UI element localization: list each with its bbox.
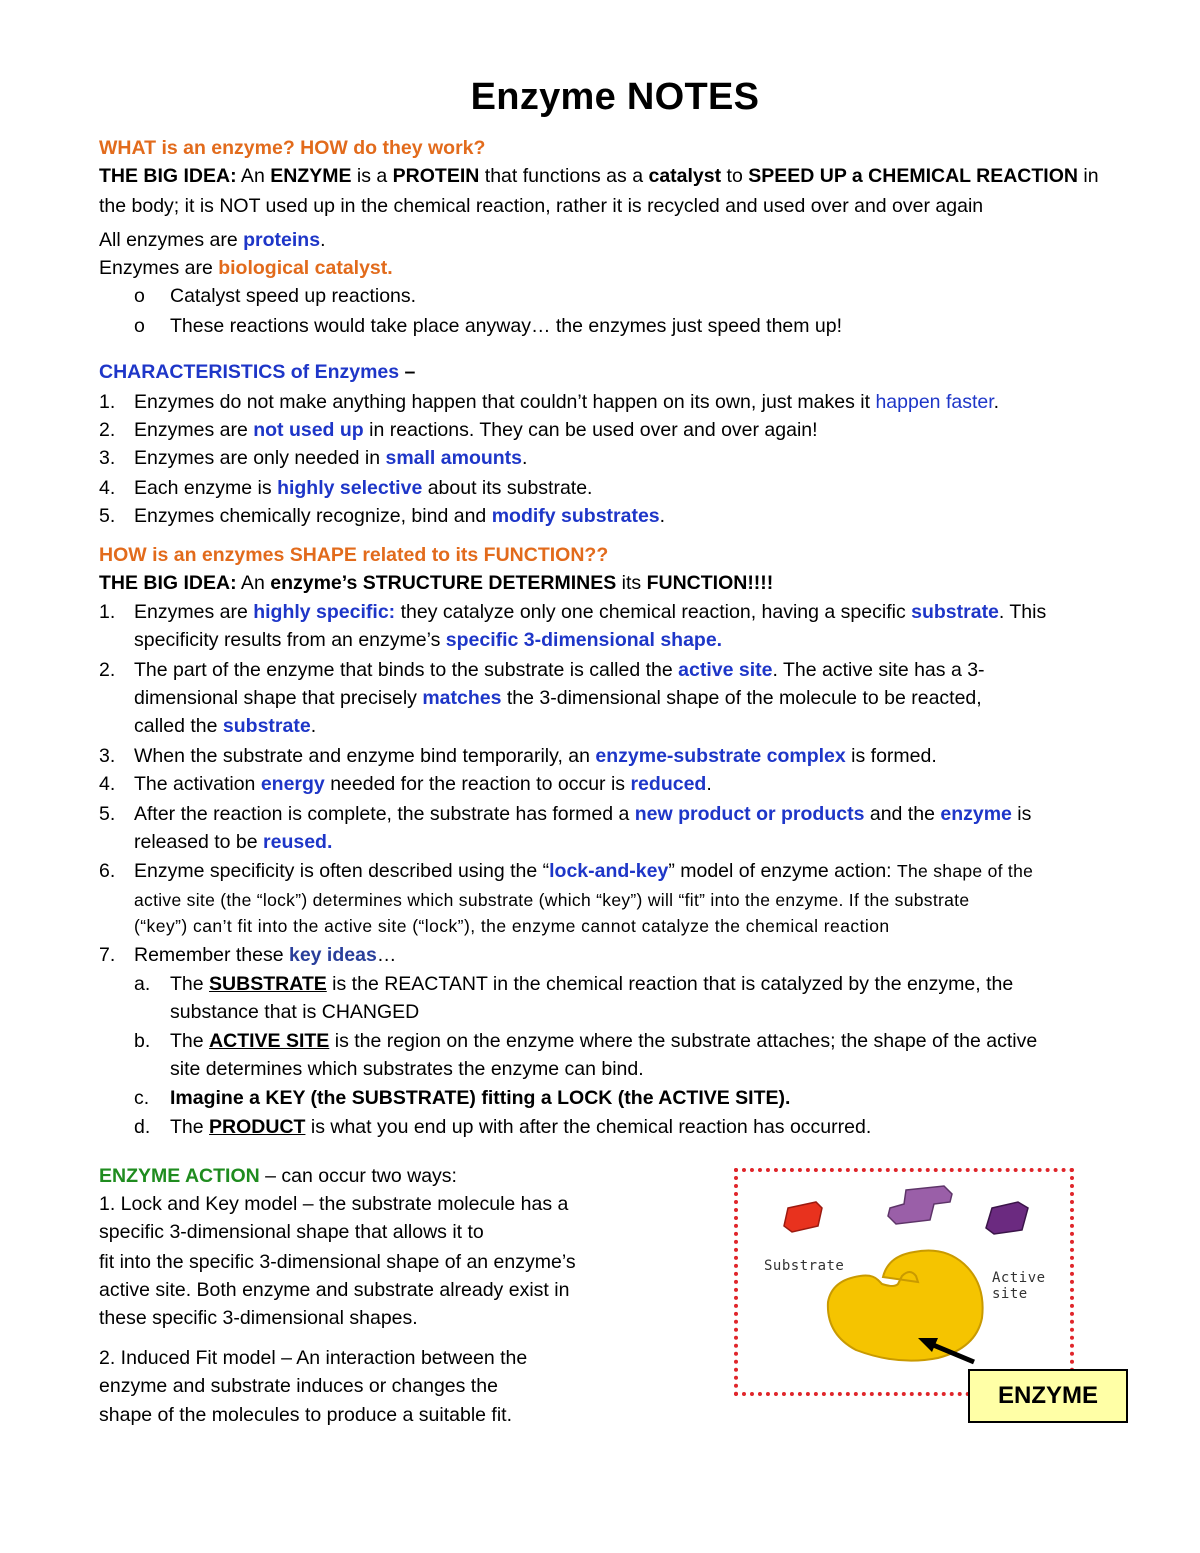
text: Enzymes are — [134, 419, 254, 441]
key-term: modify substrates — [491, 505, 660, 527]
label-line: Active — [992, 1270, 1046, 1286]
section-heading-what: WHAT is an enzyme? HOW do they work? — [99, 137, 486, 159]
key-term: lock-and-key — [549, 860, 669, 882]
list-number: 2. — [99, 419, 116, 441]
lock-key-line: fit into the specific 3-dimensional shape of an enzyme’s — [99, 1251, 576, 1273]
page-title: Enzyme NOTES — [470, 76, 760, 118]
section-heading-characteristics — [99, 358, 415, 386]
text: needed for the reaction to occur is — [324, 773, 631, 795]
key-term: substrate — [911, 601, 999, 623]
key-term: reused. — [263, 831, 333, 853]
all-enzymes-line — [99, 226, 326, 254]
text: Each enzyme is — [134, 477, 278, 499]
list-number: 5. — [99, 803, 116, 825]
text: – — [399, 361, 416, 383]
text: An — [236, 165, 271, 187]
induced-fit-line: 2. Induced Fit model – An interaction between the — [99, 1347, 528, 1369]
text: dimensional shape that precisely — [134, 687, 423, 709]
text: The — [170, 973, 210, 995]
big-idea-line-2: the body; it is NOT used up in the chemical reaction, rather it is recycled and used over and over again — [99, 195, 984, 217]
big-idea-line — [99, 162, 1099, 190]
section-heading-shape: HOW is an enzymes SHAPE related to its FUNCTION?? — [99, 544, 609, 566]
text: The — [170, 1116, 210, 1138]
key-term: active site — [678, 659, 773, 681]
key-term: highly specific: — [253, 601, 396, 623]
text: . — [659, 505, 666, 527]
key-term: reduced — [630, 773, 707, 795]
list-item-continuation — [134, 712, 316, 740]
text: is what you end up with after the chemical reaction has occurred. — [305, 1116, 872, 1138]
text: the 3-dimensional shape of the molecule to be reacted, — [501, 687, 982, 709]
text: . — [993, 391, 1000, 413]
text: All enzymes are — [99, 229, 244, 251]
text: . — [522, 447, 528, 469]
enzyme-label-box: ENZYME — [968, 1369, 1128, 1423]
key-term: enzyme-substrate complex — [595, 745, 846, 767]
key-sentence: Imagine a KEY (the SUBSTRATE) fitting a LOCK (the ACTIVE SITE). — [170, 1087, 791, 1109]
text: is a — [351, 165, 393, 187]
text: When the substrate and enzyme bind temporarily, an — [134, 745, 596, 767]
key-term: matches — [422, 687, 502, 709]
text: . This — [998, 601, 1047, 623]
list-number: 1. — [99, 391, 116, 413]
text: called the — [134, 715, 223, 737]
key-term: SUBSTRATE — [209, 973, 327, 995]
list-item-continuation — [134, 828, 332, 856]
sub-list-continuation: substance that is CHANGED — [170, 1001, 420, 1023]
list-number: 5. — [99, 505, 116, 527]
key-term: highly selective — [277, 477, 423, 499]
big-idea-line — [99, 569, 773, 597]
text: about its substrate. — [422, 477, 593, 499]
text: is — [1011, 803, 1032, 825]
list-item-continuation — [134, 626, 722, 654]
list-letter: a. — [134, 973, 151, 995]
bullet-glyph: o — [134, 285, 145, 307]
list-item-continuation: active site (the “lock”) determines which substrate (which “key”) will “fit” into the enzyme. If the substrate — [134, 890, 970, 910]
enzyme-shape — [828, 1251, 983, 1361]
key-term: PROTEIN — [392, 165, 480, 187]
key-term: ENZYME — [270, 165, 352, 187]
label-line: site — [992, 1286, 1028, 1302]
text: . The active site has a 3- — [772, 659, 985, 681]
key-term: enzyme’s STRUCTURE DETERMINES — [270, 572, 617, 594]
lock-key-line: these specific 3-dimensional shapes. — [99, 1307, 418, 1329]
list-letter: b. — [134, 1030, 151, 1052]
key-term: specific 3-dimensional shape. — [445, 629, 723, 651]
key-term: happen faster — [875, 391, 994, 413]
list-number: 4. — [99, 773, 116, 795]
list-item-continuation: (“key”) can’t fit into the active site (“lock”), the enzyme cannot catalyze the chemical reaction — [134, 916, 890, 936]
heading-text: CHARACTERISTICS of Enzymes — [99, 361, 400, 383]
enzyme-diagram — [734, 1168, 1074, 1396]
substrate-purple-shape — [986, 1202, 1028, 1234]
induced-fit-line: shape of the molecules to produce a suitable fit. — [99, 1404, 513, 1426]
text: is formed. — [845, 745, 937, 767]
key-term: not used up — [253, 419, 364, 441]
text: Enzyme specificity is often described using the “ — [134, 860, 550, 882]
heading-text: ENZYME ACTION — [99, 1165, 260, 1187]
text: is the REACTANT in the chemical reaction that is catalyzed by the enzyme, the — [326, 973, 1014, 995]
text: … — [376, 944, 397, 966]
key-term: SPEED UP a CHEMICAL REACTION — [748, 165, 1078, 187]
text: – can occur two ways: — [259, 1165, 457, 1187]
key-term: proteins — [243, 229, 321, 251]
induced-fit-line: enzyme and substrate induces or changes the — [99, 1375, 498, 1397]
list-number: 2. — [99, 659, 116, 681]
key-term: ACTIVE SITE — [209, 1030, 330, 1052]
text: is the region on the enzyme where the substrate attaches; the shape of the active — [329, 1030, 1038, 1052]
section-heading-enzyme-action — [99, 1162, 457, 1190]
key-term: PRODUCT — [209, 1116, 306, 1138]
text: in — [1077, 165, 1099, 187]
text: specificity results from an enzyme’s — [134, 629, 446, 651]
text: to — [721, 165, 749, 187]
text: and the — [864, 803, 941, 825]
bullet-text: Catalyst speed up reactions. — [170, 285, 417, 307]
list-number: 1. — [99, 601, 116, 623]
text: Enzymes are — [99, 257, 219, 279]
text: . — [706, 773, 712, 795]
lock-key-line: specific 3-dimensional shape that allows it to — [99, 1221, 484, 1243]
biological-catalyst-line — [99, 254, 393, 282]
bullet-glyph: o — [134, 315, 145, 337]
list-number: 4. — [99, 477, 116, 499]
text: . — [310, 715, 317, 737]
list-number: 7. — [99, 944, 116, 966]
text: The shape of the — [897, 861, 1034, 881]
big-idea-label: THE BIG IDEA: — [99, 165, 237, 187]
text: Enzymes are only needed in — [134, 447, 386, 469]
list-number: 3. — [99, 745, 116, 767]
text: After the reaction is complete, the substrate has formed a — [134, 803, 635, 825]
text: in reactions. They can be used over and over again! — [363, 419, 818, 441]
substrate-label: Substrate — [764, 1258, 845, 1274]
text: its — [616, 572, 647, 594]
text: they catalyze only one chemical reaction, having a specific — [395, 601, 912, 623]
text: Enzymes are — [134, 601, 254, 623]
text: Enzymes do not make anything happen that couldn’t happen on its own, just makes it — [134, 391, 876, 413]
list-letter: c. — [134, 1087, 150, 1109]
text: The activation — [134, 773, 261, 795]
text: . — [320, 229, 326, 251]
text: The — [170, 1030, 210, 1052]
lock-key-line: active site. Both enzyme and substrate already exist in — [99, 1279, 570, 1301]
key-term: new product or products — [634, 803, 865, 825]
text: An — [236, 572, 271, 594]
list-number: 6. — [99, 860, 116, 882]
text: ” model of enzyme action: — [668, 860, 898, 882]
key-term: key ideas — [288, 944, 377, 966]
text: that functions as a — [479, 165, 649, 187]
sub-list-continuation: site determines which substrates the enzyme can bind. — [170, 1058, 644, 1080]
big-idea-label: THE BIG IDEA: — [99, 572, 237, 594]
substrate-violet-shape — [888, 1186, 952, 1224]
key-term: small amounts — [385, 447, 523, 469]
text: Remember these — [134, 944, 289, 966]
substrate-red-shape — [784, 1202, 822, 1232]
key-term: FUNCTION!!!! — [646, 572, 774, 594]
list-letter: d. — [134, 1116, 151, 1138]
bullet-text: These reactions would take place anyway… the enzymes just speed them up! — [170, 315, 843, 337]
text: The part of the enzyme that binds to the substrate is called the — [134, 659, 679, 681]
list-number: 3. — [99, 447, 116, 469]
lock-key-line: 1. Lock and Key model – the substrate molecule has a — [99, 1193, 569, 1215]
key-term: catalyst — [648, 165, 722, 187]
text: Enzymes chemically recognize, bind and — [134, 505, 492, 527]
key-term: energy — [260, 773, 325, 795]
key-term: enzyme — [940, 803, 1012, 825]
list-item-continuation — [134, 684, 982, 712]
active-site-label — [992, 1270, 1046, 1302]
key-term: substrate — [222, 715, 311, 737]
key-term: biological catalyst. — [218, 257, 393, 279]
text: released to be — [134, 831, 264, 853]
